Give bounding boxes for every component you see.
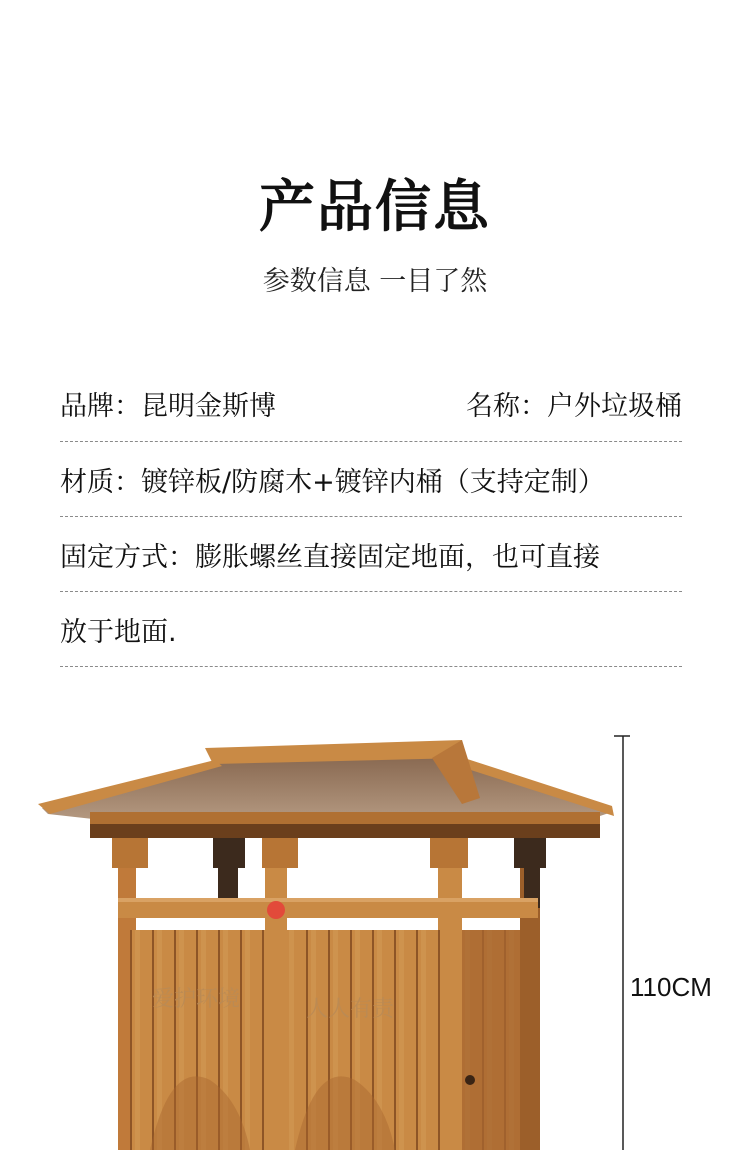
spec-row-brand-name: [60, 366, 682, 442]
spec-list: [60, 366, 682, 667]
front-panel: [130, 930, 442, 1150]
spec-name: 名称：户外垃圾桶: [466, 391, 682, 422]
spec-row-fixing-cont: [60, 592, 682, 667]
height-label: 110CM: [630, 972, 712, 1002]
panel-text-right: 人人有责: [306, 997, 395, 1022]
spec-material: 材质：镀锌板/防腐木+镀锌内桶（支持定制）: [60, 466, 605, 498]
height-measure: [614, 736, 630, 1150]
page-subtitle: 参数信息 一目了然: [262, 266, 488, 297]
spec-brand: 品牌：昆明金斯博: [60, 391, 276, 422]
spec-fixing-line1: 固定方式：膨胀螺丝直接固定地面，也可直接: [60, 541, 600, 573]
page-title: 产品信息: [259, 175, 491, 240]
roof: [38, 740, 614, 838]
crossbar: [118, 898, 538, 919]
product-image: [0, 700, 750, 1150]
panel-text-left: 爱护环境: [152, 987, 241, 1012]
spec-fixing-line2: 放于地面.: [60, 616, 177, 648]
spec-row-material: [60, 442, 682, 517]
spec-row-fixing: [60, 517, 682, 592]
